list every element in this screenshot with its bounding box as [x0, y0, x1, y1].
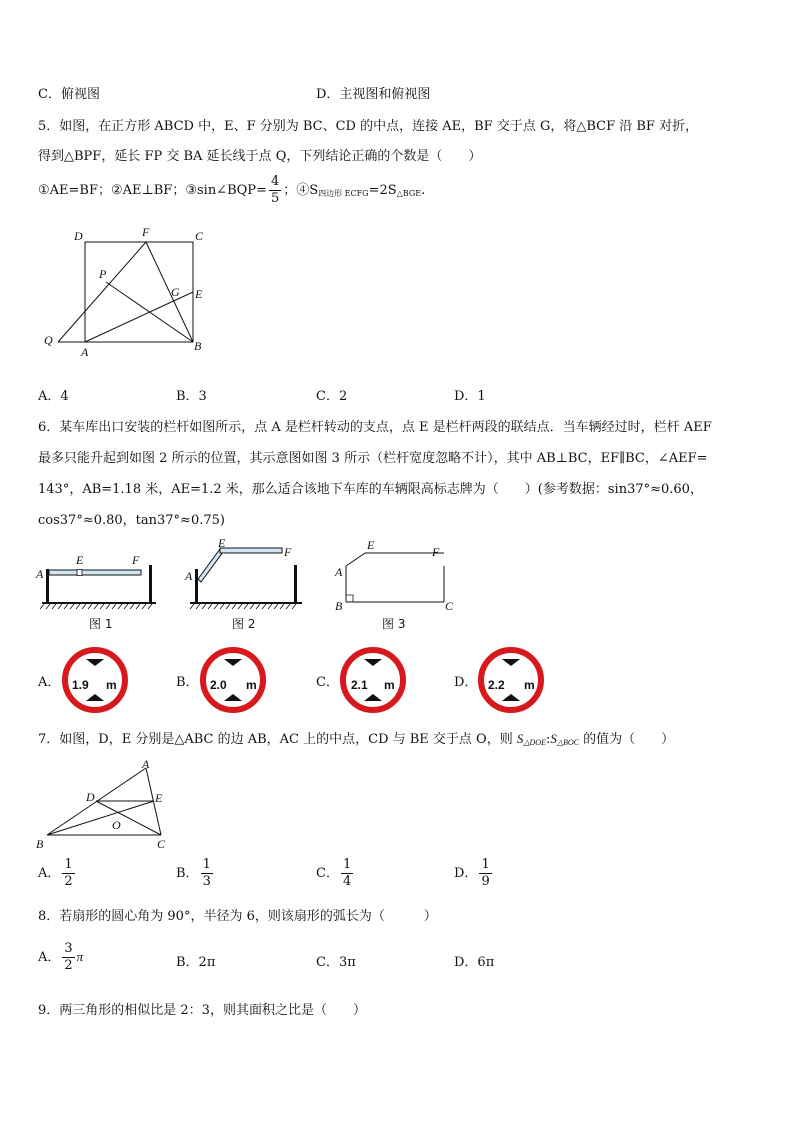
q6-figure-2 [182, 536, 312, 635]
q8-option-c: C．3π [316, 955, 356, 970]
q5-figure-square [38, 222, 218, 362]
q5-area-mid: =2S [368, 183, 397, 198]
q8-option-a-letter: A． [38, 950, 61, 965]
q6-fig1-label-a: A [36, 567, 44, 581]
q7-colon: : [545, 732, 551, 747]
q5-label-g: G [171, 285, 180, 299]
q6-fig3-label-f: F [432, 545, 440, 559]
sign-d-value: 2.2 [488, 678, 505, 692]
q7-s2-sub: △BOC [556, 738, 579, 747]
height-limit-sign-icon [200, 647, 266, 713]
q8-option-a-pi: π [76, 949, 84, 964]
q9-question: 9．两三角形的相似比是 2：3，则其面积之比是（ ） [38, 1003, 366, 1018]
q7-label-c: C [157, 837, 166, 851]
q5-label-c: C [195, 229, 204, 243]
q7-option-b-num: 1 [202, 857, 211, 872]
q6-line4: cos37°≈0.80，tan37°≈0.75) [38, 513, 225, 528]
q6-fig2-caption: 图 2 [232, 617, 256, 631]
q8-option-a-num: 3 [64, 941, 73, 956]
q5-area-text: ；④S [283, 183, 319, 198]
q7-option-d-letter: D． [454, 866, 478, 881]
q6-fig3-label-e: E [367, 538, 375, 552]
q7-option-b [176, 857, 215, 890]
q6-fig3-label-a: A [335, 565, 343, 579]
q5-option-b: B．3 [176, 389, 207, 404]
q5-conclusions-text: ①AE=BF；②AE⊥BF；③sin∠BQP= [38, 183, 267, 198]
height-limit-sign-icon [340, 647, 406, 713]
q5-area-sub1: 四边形 ECFG [318, 189, 369, 198]
q7-option-d [454, 857, 494, 890]
height-limit-sign-icon [478, 647, 544, 713]
q7-question [38, 728, 674, 747]
q6-fig2-label-a: A [185, 569, 193, 583]
q6-fig3-label-b: B [335, 599, 343, 613]
q7-option-c-letter: C． [316, 866, 339, 881]
sign-a-unit: m [106, 678, 117, 692]
q6-fig3-label-c: C [445, 599, 454, 613]
q7-text-post: 的值为（ ） [579, 732, 675, 747]
q8-option-a [38, 941, 83, 974]
q7-text-pre: 7．如图，D，E 分别是△ABC 的边 AB，AC 上的中点，CD 与 BE 交于点 O，则 [38, 732, 517, 747]
q6-fig3-caption: 图 3 [382, 617, 406, 631]
q7-label-b: B [36, 837, 44, 851]
sign-a-value: 1.9 [72, 678, 89, 692]
q5-conclusions [38, 173, 425, 212]
height-limit-sign-icon [62, 647, 128, 713]
q6-option-a-letter: A． [38, 675, 61, 690]
q5-option-c: C．2 [316, 389, 348, 404]
q6-fig1-label-e: E [76, 553, 84, 567]
q7-option-a-num: 1 [64, 857, 73, 872]
q7-option-d-num: 1 [481, 857, 490, 872]
sign-d-unit: m [524, 678, 535, 692]
q7-option-c-frac [341, 857, 353, 890]
q7-label-a: A [142, 757, 150, 771]
q6-fig2-label-f: F [284, 545, 292, 559]
q7-label-e: E [155, 791, 163, 805]
q7-s2: S [550, 731, 557, 746]
q7-option-a [38, 857, 77, 890]
q5-label-e: E [195, 287, 203, 301]
q7-option-d-frac [479, 857, 491, 890]
q5-fraction-den: 5 [270, 191, 280, 206]
q5-label-p: P [99, 267, 107, 281]
sign-c-unit: m [384, 678, 395, 692]
q5-option-a: A．4 [38, 389, 69, 404]
q8-question: 8．若扇形的圆心角为 90°，半径为 6，则该扇形的弧长为（ ） [38, 909, 437, 924]
q5-label-a: A [81, 345, 89, 359]
q5-fraction [269, 174, 281, 207]
q8-option-b: B．2π [176, 955, 216, 970]
q8-option-a-den: 2 [64, 958, 73, 973]
q6-line2: 最多只能升起到如图 2 所示的位置，其示意图如图 3 所示（栏杆宽度忽略不计），其中 AB⊥BC，EF∥BC，∠AEF= [38, 451, 708, 466]
q5-label-d: D [74, 229, 83, 243]
q7-option-d-den: 9 [481, 874, 490, 889]
q4-option-d: D．主视图和俯视图 [316, 87, 431, 102]
q6-line1: 6．某车库出口安装的栏杆如图所示，点 A 是栏杆转动的支点，点 E 是栏杆两段的联结点．当车辆经过时，栏杆 AEF [38, 420, 712, 435]
q7-option-c [316, 857, 355, 890]
q7-option-a-frac [62, 857, 74, 890]
q7-option-a-den: 2 [64, 874, 73, 889]
q8-option-a-frac [62, 941, 74, 974]
q6-option-d-letter: D． [454, 675, 478, 690]
q5-label-b: B [194, 339, 202, 353]
sign-c-value: 2.1 [351, 678, 368, 692]
q5-line2: 得到△BPF，延长 FP 交 BA 延长线于点 Q，下列结论正确的个数是（ ） [38, 149, 482, 164]
q5-area-sub2: △BGE [396, 189, 422, 198]
q6-option-c-letter: C． [316, 675, 339, 690]
q5-option-d: D．1 [454, 389, 486, 404]
q6-option-b-letter: B． [176, 675, 199, 690]
q5-line1: 5．如图，在正方形 ABCD 中，E、F 分别为 BC、CD 的中点，连接 AE，BF 交于点 G，将△BCF 沿 BF 对折， [38, 119, 699, 134]
q6-fig2-label-e: E [218, 536, 226, 550]
q7-option-b-den: 3 [202, 874, 211, 889]
q7-option-c-den: 4 [342, 874, 352, 889]
q6-figure-1 [34, 550, 164, 635]
sign-b-value: 2.0 [210, 678, 227, 692]
q7-figure-triangle [34, 756, 184, 852]
q7-option-c-num: 1 [342, 857, 352, 872]
q6-line3: 143°，AB=1.18 米，AE=1.2 米，那么适合该地下车库的车辆限高标志牌为（ ）(参考数据：sin37°≈0.60， [38, 482, 703, 497]
q5-area-end: . [421, 183, 426, 198]
q6-figure-3 [330, 536, 460, 635]
q7-label-o: O [112, 818, 121, 832]
sign-b-unit: m [246, 678, 257, 692]
q7-s1: S [516, 731, 524, 746]
q5-label-f: F [142, 225, 150, 239]
q6-fig1-caption: 图 1 [89, 617, 113, 631]
q4-option-c: C．俯视图 [38, 87, 100, 102]
q5-fraction-num: 4 [270, 174, 280, 189]
q7-option-b-letter: B． [176, 866, 199, 881]
q8-option-d: D．6π [454, 955, 495, 970]
q7-option-b-frac [201, 857, 213, 890]
q7-label-d: D [86, 790, 95, 804]
q5-label-q: Q [44, 333, 53, 347]
q7-s1-sub: △DOE [523, 738, 546, 747]
q6-fig1-label-f: F [132, 553, 140, 567]
q7-option-a-letter: A． [38, 866, 61, 881]
